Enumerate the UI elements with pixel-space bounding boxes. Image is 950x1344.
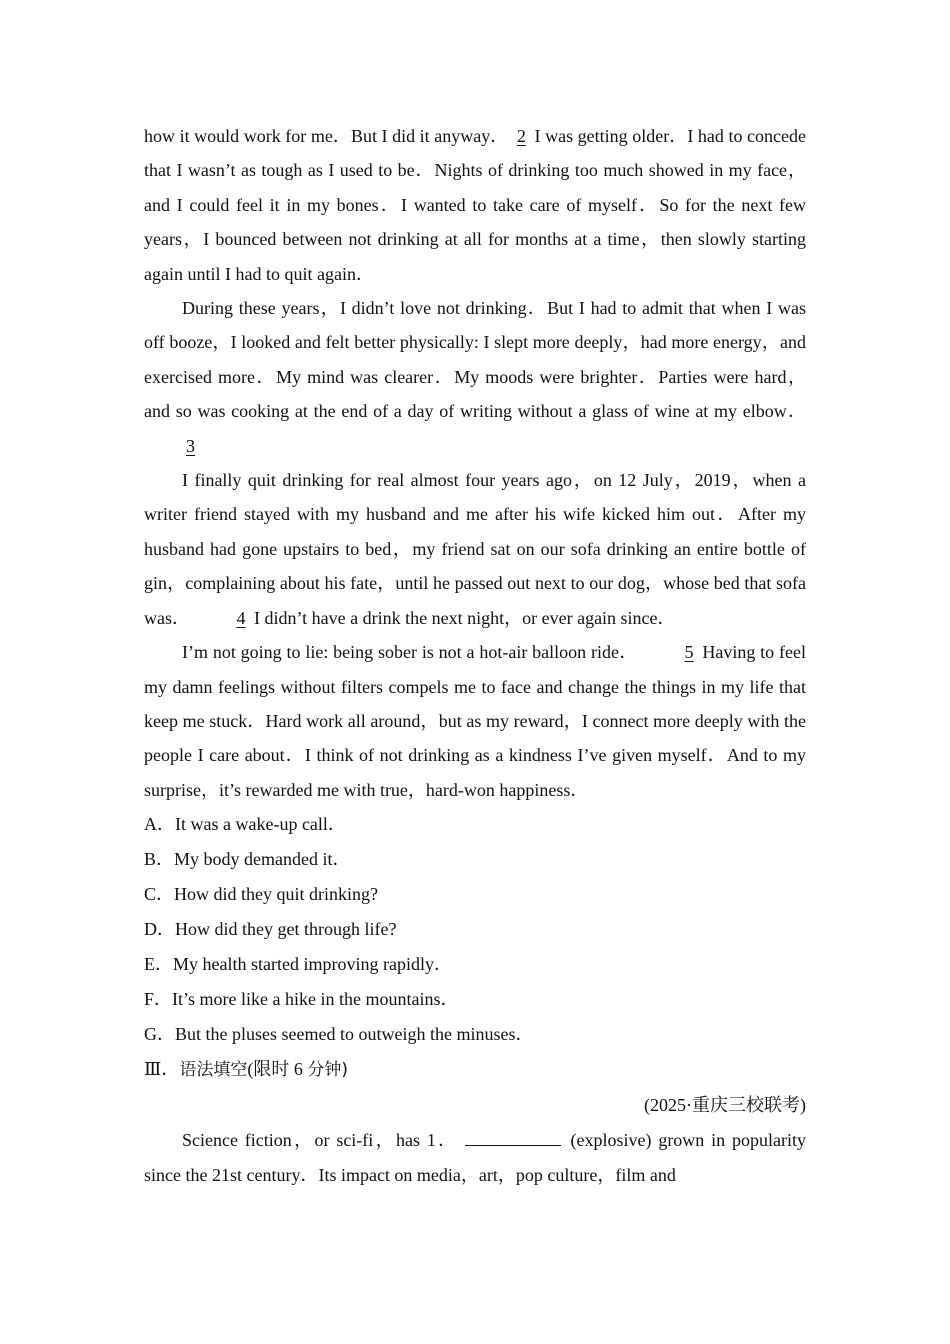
blank-3[interactable]: 3 <box>186 435 195 456</box>
grammar-text-b: (explosive) grown in popularity since the 21st century．Its impact on media，art，pop culture，film and <box>144 1130 806 1185</box>
passage-paragraph-3 <box>144 463 806 635</box>
section-title: 语法填空 <box>179 1060 248 1081</box>
option-e: E．My health started improving rapidly． <box>144 954 452 975</box>
grammar-text-a: Science fiction，or sci-fi，has 1． <box>182 1130 459 1151</box>
grammar-paragraph <box>144 1123 806 1192</box>
p2-text-a: During these years，I didn’t love not drinking．But I had to admit that when I was off booze，I looked and felt better physically: I slept more deeply，had more energy，and exercised more．My mind was clearer．My moods were brighter．Parties were hard，and so was cooking at the end of a day of writing without a glass of wine at my elbow． <box>144 298 806 422</box>
option-c: C．How did they quit drinking? <box>144 884 378 905</box>
option-f: F．It’s more like a hike in the mountains． <box>144 989 459 1010</box>
p1-text-a: how it would work for me．But I did it anyway． <box>144 126 509 146</box>
blank-2[interactable]: 2 <box>516 126 526 146</box>
p1-text-b: I was getting older．I had to concede that I wasn’t as tough as I used to be．Nights of drinking too much showed in my face，and I could feel it in my bones．I wanted to take care of myself．So for the next few years，I bounced between not drinking at all for months at a time，then slowly starting again until I had to quit again． <box>144 126 806 284</box>
time-value: 6 <box>293 1059 303 1080</box>
p4-text-a: I’m not going to lie: being sober is not a hot-air balloon ride． <box>182 642 638 663</box>
option-g: G．But the pluses seemed to outweigh the minuses． <box>144 1024 534 1045</box>
document-page <box>144 119 806 1192</box>
section-heading <box>144 1052 806 1088</box>
passage-paragraph-1 <box>144 119 806 291</box>
source-note: (2025·重庆三校联考) <box>644 1095 806 1116</box>
p3-text-b: I didn’t have a drink the next night，or ever again since． <box>249 607 676 628</box>
option-b: B．My body demanded it． <box>144 849 351 870</box>
p4-text-b: Having to feel my damn feelings without filters compels me to face and change the things in my life that keep me stuck．Hard work all around，but as my reward，I connect more deeply with the people I care about．I think of not drinking as a kindness I’ve given myself．And to my surprise，it’s rewarded me with true，hard-won happiness． <box>144 642 806 800</box>
passage-paragraph-2 <box>144 291 806 463</box>
options-list <box>144 807 806 1052</box>
passage-paragraph-4 <box>144 635 806 807</box>
blank-4[interactable]: 4 <box>236 607 246 628</box>
option-d: D．How did they get through life? <box>144 919 397 940</box>
blank-5[interactable]: 5 <box>684 642 694 663</box>
option-a: A．It was a wake-up call． <box>144 814 346 835</box>
p3-text-a: I finally quit drinking for real almost four years ago，on 12 July，2019，when a writer friend stayed with my husband and me after his wife kicked him out．After my husband had gone upstairs to bed，my friend sat on our sofa drinking an entire bottle of gin，complaining about his fate，until he passed out next to our dog，whose bed that sofa was． <box>144 470 806 628</box>
section-numeral: Ⅲ． <box>144 1059 180 1080</box>
grammar-blank-1[interactable] <box>465 1127 561 1146</box>
time-note-close: 分钟) <box>307 1060 348 1081</box>
time-note-open: (限时 <box>247 1059 290 1080</box>
